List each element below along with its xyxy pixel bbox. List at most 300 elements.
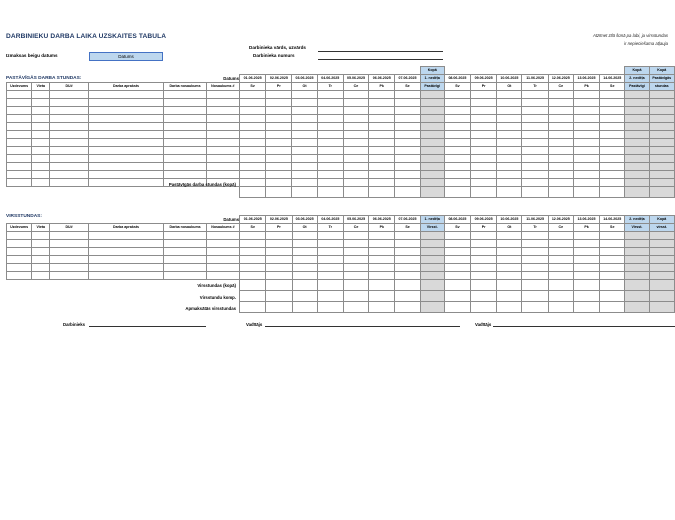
total-cell[interactable] xyxy=(266,302,292,313)
entry-cell[interactable] xyxy=(206,232,239,240)
entry-cell[interactable] xyxy=(50,179,88,187)
total-cell[interactable] xyxy=(266,291,292,302)
entry-cell[interactable] xyxy=(395,264,420,272)
entry-cell[interactable] xyxy=(7,256,32,264)
total-cell[interactable] xyxy=(266,280,292,291)
entry-cell[interactable] xyxy=(7,163,32,171)
total-cell[interactable] xyxy=(395,291,420,302)
entry-cell[interactable] xyxy=(625,115,649,123)
entry-cell[interactable] xyxy=(573,147,599,155)
total-cell[interactable] xyxy=(600,302,625,313)
entry-cell[interactable] xyxy=(343,163,368,171)
entry-cell[interactable] xyxy=(573,272,599,280)
entry-cell[interactable] xyxy=(369,155,395,163)
total-cell[interactable] xyxy=(240,280,266,291)
entry-cell[interactable] xyxy=(369,123,395,131)
entry-cell[interactable] xyxy=(625,179,649,187)
entry-cell[interactable] xyxy=(50,147,88,155)
entry-cell[interactable] xyxy=(395,256,420,264)
entry-cell[interactable] xyxy=(649,179,674,187)
entry-cell[interactable] xyxy=(444,179,470,187)
entry-cell[interactable] xyxy=(240,248,266,256)
total-cell[interactable] xyxy=(317,187,343,198)
entry-cell[interactable] xyxy=(369,256,395,264)
entry-cell[interactable] xyxy=(573,131,599,139)
entry-cell[interactable] xyxy=(497,163,522,171)
entry-cell[interactable] xyxy=(369,272,395,280)
entry-cell[interactable] xyxy=(32,179,50,187)
total-cell[interactable] xyxy=(444,302,470,313)
entry-cell[interactable] xyxy=(240,147,266,155)
entry-cell[interactable] xyxy=(649,99,674,107)
entry-cell[interactable] xyxy=(317,179,343,187)
entry-cell[interactable] xyxy=(395,139,420,147)
entry-cell[interactable] xyxy=(206,264,239,272)
entry-cell[interactable] xyxy=(50,155,88,163)
entry-cell[interactable] xyxy=(164,171,206,179)
entry-cell[interactable] xyxy=(369,264,395,272)
entry-cell[interactable] xyxy=(292,232,317,240)
entry-cell[interactable] xyxy=(240,123,266,131)
entry-cell[interactable] xyxy=(7,99,32,107)
entry-cell[interactable] xyxy=(625,248,649,256)
entry-cell[interactable] xyxy=(625,264,649,272)
entry-cell[interactable] xyxy=(548,131,573,139)
entry-cell[interactable] xyxy=(420,139,444,147)
total-cell[interactable] xyxy=(573,187,599,198)
entry-cell[interactable] xyxy=(600,171,625,179)
entry-cell[interactable] xyxy=(444,131,470,139)
entry-cell[interactable] xyxy=(343,171,368,179)
entry-cell[interactable] xyxy=(88,131,164,139)
entry-cell[interactable] xyxy=(625,131,649,139)
entry-cell[interactable] xyxy=(625,256,649,264)
entry-cell[interactable] xyxy=(50,256,88,264)
entry-cell[interactable] xyxy=(32,232,50,240)
entry-cell[interactable] xyxy=(206,131,239,139)
entry-cell[interactable] xyxy=(343,99,368,107)
entry-cell[interactable] xyxy=(32,163,50,171)
entry-cell[interactable] xyxy=(573,163,599,171)
entry-cell[interactable] xyxy=(395,115,420,123)
entry-cell[interactable] xyxy=(32,115,50,123)
entry-cell[interactable] xyxy=(50,272,88,280)
total-cell[interactable] xyxy=(317,280,343,291)
entry-cell[interactable] xyxy=(497,123,522,131)
signature-manager-1-line[interactable] xyxy=(265,322,460,327)
entry-cell[interactable] xyxy=(32,272,50,280)
total-cell[interactable] xyxy=(600,280,625,291)
total-cell[interactable] xyxy=(548,291,573,302)
entry-cell[interactable] xyxy=(471,91,497,99)
entry-cell[interactable] xyxy=(649,155,674,163)
entry-cell[interactable] xyxy=(292,272,317,280)
entry-cell[interactable] xyxy=(649,272,674,280)
entry-cell[interactable] xyxy=(497,91,522,99)
entry-cell[interactable] xyxy=(471,123,497,131)
total-cell[interactable] xyxy=(444,280,470,291)
entry-cell[interactable] xyxy=(497,99,522,107)
total-cell[interactable] xyxy=(497,302,522,313)
entry-cell[interactable] xyxy=(50,232,88,240)
entry-cell[interactable] xyxy=(343,264,368,272)
entry-cell[interactable] xyxy=(206,155,239,163)
entry-cell[interactable] xyxy=(164,163,206,171)
entry-cell[interactable] xyxy=(548,155,573,163)
entry-cell[interactable] xyxy=(522,147,548,155)
entry-cell[interactable] xyxy=(420,123,444,131)
entry-cell[interactable] xyxy=(164,248,206,256)
entry-cell[interactable] xyxy=(7,131,32,139)
entry-cell[interactable] xyxy=(317,163,343,171)
entry-cell[interactable] xyxy=(625,272,649,280)
entry-cell[interactable] xyxy=(522,139,548,147)
entry-cell[interactable] xyxy=(266,155,292,163)
entry-cell[interactable] xyxy=(164,115,206,123)
entry-cell[interactable] xyxy=(444,147,470,155)
entry-cell[interactable] xyxy=(7,248,32,256)
entry-cell[interactable] xyxy=(548,91,573,99)
entry-cell[interactable] xyxy=(625,240,649,248)
entry-cell[interactable] xyxy=(497,155,522,163)
entry-cell[interactable] xyxy=(164,155,206,163)
entry-cell[interactable] xyxy=(240,179,266,187)
entry-cell[interactable] xyxy=(266,147,292,155)
total-cell[interactable] xyxy=(573,280,599,291)
entry-cell[interactable] xyxy=(88,107,164,115)
entry-cell[interactable] xyxy=(292,147,317,155)
entry-cell[interactable] xyxy=(50,99,88,107)
entry-cell[interactable] xyxy=(7,232,32,240)
entry-cell[interactable] xyxy=(88,256,164,264)
entry-cell[interactable] xyxy=(625,99,649,107)
total-cell[interactable] xyxy=(266,187,292,198)
entry-cell[interactable] xyxy=(343,123,368,131)
entry-cell[interactable] xyxy=(497,272,522,280)
entry-cell[interactable] xyxy=(206,147,239,155)
entry-cell[interactable] xyxy=(471,171,497,179)
entry-cell[interactable] xyxy=(471,240,497,248)
entry-cell[interactable] xyxy=(573,248,599,256)
entry-cell[interactable] xyxy=(600,115,625,123)
entry-cell[interactable] xyxy=(50,107,88,115)
entry-cell[interactable] xyxy=(7,179,32,187)
entry-cell[interactable] xyxy=(32,248,50,256)
employee-name-field[interactable] xyxy=(318,45,443,52)
entry-cell[interactable] xyxy=(266,139,292,147)
total-cell[interactable] xyxy=(625,302,649,313)
entry-cell[interactable] xyxy=(497,147,522,155)
entry-cell[interactable] xyxy=(548,264,573,272)
entry-cell[interactable] xyxy=(600,264,625,272)
total-cell[interactable] xyxy=(625,291,649,302)
total-cell[interactable] xyxy=(600,187,625,198)
entry-cell[interactable] xyxy=(88,240,164,248)
entry-cell[interactable] xyxy=(649,163,674,171)
entry-cell[interactable] xyxy=(343,155,368,163)
entry-cell[interactable] xyxy=(292,139,317,147)
total-cell[interactable] xyxy=(317,291,343,302)
entry-cell[interactable] xyxy=(369,107,395,115)
entry-cell[interactable] xyxy=(548,139,573,147)
entry-cell[interactable] xyxy=(395,232,420,240)
entry-cell[interactable] xyxy=(444,272,470,280)
entry-cell[interactable] xyxy=(471,131,497,139)
total-cell[interactable] xyxy=(240,302,266,313)
entry-cell[interactable] xyxy=(50,163,88,171)
entry-cell[interactable] xyxy=(497,139,522,147)
entry-cell[interactable] xyxy=(573,171,599,179)
entry-cell[interactable] xyxy=(444,115,470,123)
entry-cell[interactable] xyxy=(444,256,470,264)
entry-cell[interactable] xyxy=(206,171,239,179)
entry-cell[interactable] xyxy=(573,179,599,187)
entry-cell[interactable] xyxy=(317,240,343,248)
entry-cell[interactable] xyxy=(88,155,164,163)
entry-cell[interactable] xyxy=(548,240,573,248)
entry-cell[interactable] xyxy=(471,147,497,155)
entry-cell[interactable] xyxy=(317,155,343,163)
entry-cell[interactable] xyxy=(292,248,317,256)
entry-cell[interactable] xyxy=(420,272,444,280)
entry-cell[interactable] xyxy=(343,91,368,99)
entry-cell[interactable] xyxy=(649,115,674,123)
total-cell[interactable] xyxy=(649,187,674,198)
entry-cell[interactable] xyxy=(266,115,292,123)
entry-cell[interactable] xyxy=(88,171,164,179)
entry-cell[interactable] xyxy=(88,139,164,147)
entry-cell[interactable] xyxy=(32,99,50,107)
entry-cell[interactable] xyxy=(7,139,32,147)
signature-employee-line[interactable] xyxy=(89,322,206,327)
entry-cell[interactable] xyxy=(497,256,522,264)
entry-cell[interactable] xyxy=(7,147,32,155)
entry-cell[interactable] xyxy=(600,256,625,264)
entry-cell[interactable] xyxy=(395,91,420,99)
entry-cell[interactable] xyxy=(343,147,368,155)
total-cell[interactable] xyxy=(649,291,674,302)
entry-cell[interactable] xyxy=(420,91,444,99)
entry-cell[interactable] xyxy=(395,171,420,179)
total-cell[interactable] xyxy=(522,291,548,302)
entry-cell[interactable] xyxy=(420,131,444,139)
entry-cell[interactable] xyxy=(625,163,649,171)
entry-cell[interactable] xyxy=(497,240,522,248)
entry-cell[interactable] xyxy=(317,99,343,107)
total-cell[interactable] xyxy=(522,280,548,291)
entry-cell[interactable] xyxy=(625,91,649,99)
entry-cell[interactable] xyxy=(206,248,239,256)
entry-cell[interactable] xyxy=(522,248,548,256)
entry-cell[interactable] xyxy=(497,179,522,187)
entry-cell[interactable] xyxy=(522,91,548,99)
entry-cell[interactable] xyxy=(88,123,164,131)
entry-cell[interactable] xyxy=(50,139,88,147)
entry-cell[interactable] xyxy=(548,107,573,115)
entry-cell[interactable] xyxy=(292,163,317,171)
entry-cell[interactable] xyxy=(292,264,317,272)
entry-cell[interactable] xyxy=(471,115,497,123)
entry-cell[interactable] xyxy=(240,131,266,139)
entry-cell[interactable] xyxy=(497,171,522,179)
entry-cell[interactable] xyxy=(444,171,470,179)
entry-cell[interactable] xyxy=(420,107,444,115)
total-cell[interactable] xyxy=(395,187,420,198)
entry-cell[interactable] xyxy=(522,272,548,280)
entry-cell[interactable] xyxy=(266,264,292,272)
entry-cell[interactable] xyxy=(164,272,206,280)
entry-cell[interactable] xyxy=(317,91,343,99)
entry-cell[interactable] xyxy=(600,123,625,131)
entry-cell[interactable] xyxy=(522,107,548,115)
entry-cell[interactable] xyxy=(7,240,32,248)
entry-cell[interactable] xyxy=(164,232,206,240)
total-cell[interactable] xyxy=(548,302,573,313)
total-cell[interactable] xyxy=(420,280,444,291)
entry-cell[interactable] xyxy=(88,163,164,171)
entry-cell[interactable] xyxy=(573,123,599,131)
entry-cell[interactable] xyxy=(471,99,497,107)
entry-cell[interactable] xyxy=(292,91,317,99)
entry-cell[interactable] xyxy=(522,256,548,264)
entry-cell[interactable] xyxy=(573,240,599,248)
entry-cell[interactable] xyxy=(573,115,599,123)
entry-cell[interactable] xyxy=(240,256,266,264)
entry-cell[interactable] xyxy=(7,91,32,99)
entry-cell[interactable] xyxy=(649,171,674,179)
entry-cell[interactable] xyxy=(240,107,266,115)
entry-cell[interactable] xyxy=(444,155,470,163)
entry-cell[interactable] xyxy=(292,256,317,264)
entry-cell[interactable] xyxy=(649,240,674,248)
entry-cell[interactable] xyxy=(317,115,343,123)
total-cell[interactable] xyxy=(649,280,674,291)
entry-cell[interactable] xyxy=(164,139,206,147)
entry-cell[interactable] xyxy=(497,115,522,123)
entry-cell[interactable] xyxy=(444,240,470,248)
entry-cell[interactable] xyxy=(395,131,420,139)
entry-cell[interactable] xyxy=(395,123,420,131)
entry-cell[interactable] xyxy=(266,179,292,187)
entry-cell[interactable] xyxy=(600,107,625,115)
entry-cell[interactable] xyxy=(32,107,50,115)
entry-cell[interactable] xyxy=(625,147,649,155)
entry-cell[interactable] xyxy=(343,179,368,187)
entry-cell[interactable] xyxy=(206,115,239,123)
entry-cell[interactable] xyxy=(343,115,368,123)
total-cell[interactable] xyxy=(444,187,470,198)
entry-cell[interactable] xyxy=(395,155,420,163)
entry-cell[interactable] xyxy=(206,139,239,147)
total-cell[interactable] xyxy=(369,302,395,313)
entry-cell[interactable] xyxy=(7,155,32,163)
entry-cell[interactable] xyxy=(50,240,88,248)
entry-cell[interactable] xyxy=(573,264,599,272)
entry-cell[interactable] xyxy=(573,256,599,264)
entry-cell[interactable] xyxy=(420,256,444,264)
entry-cell[interactable] xyxy=(240,264,266,272)
entry-cell[interactable] xyxy=(206,99,239,107)
total-cell[interactable] xyxy=(471,302,497,313)
entry-cell[interactable] xyxy=(50,264,88,272)
entry-cell[interactable] xyxy=(164,131,206,139)
entry-cell[interactable] xyxy=(420,163,444,171)
entry-cell[interactable] xyxy=(266,107,292,115)
entry-cell[interactable] xyxy=(444,139,470,147)
entry-cell[interactable] xyxy=(600,232,625,240)
entry-cell[interactable] xyxy=(164,123,206,131)
entry-cell[interactable] xyxy=(240,272,266,280)
total-cell[interactable] xyxy=(292,187,317,198)
entry-cell[interactable] xyxy=(649,107,674,115)
entry-cell[interactable] xyxy=(292,107,317,115)
entry-cell[interactable] xyxy=(420,232,444,240)
entry-cell[interactable] xyxy=(444,232,470,240)
entry-cell[interactable] xyxy=(266,171,292,179)
entry-cell[interactable] xyxy=(369,163,395,171)
entry-cell[interactable] xyxy=(292,123,317,131)
total-cell[interactable] xyxy=(395,280,420,291)
entry-cell[interactable] xyxy=(522,264,548,272)
entry-cell[interactable] xyxy=(32,131,50,139)
total-cell[interactable] xyxy=(573,291,599,302)
entry-cell[interactable] xyxy=(50,91,88,99)
entry-cell[interactable] xyxy=(317,272,343,280)
entry-cell[interactable] xyxy=(600,240,625,248)
entry-cell[interactable] xyxy=(292,115,317,123)
entry-cell[interactable] xyxy=(292,179,317,187)
entry-cell[interactable] xyxy=(50,123,88,131)
entry-cell[interactable] xyxy=(206,123,239,131)
entry-cell[interactable] xyxy=(471,264,497,272)
employee-number-field[interactable] xyxy=(318,53,443,60)
entry-cell[interactable] xyxy=(240,232,266,240)
entry-cell[interactable] xyxy=(317,256,343,264)
entry-cell[interactable] xyxy=(88,264,164,272)
entry-cell[interactable] xyxy=(444,163,470,171)
entry-cell[interactable] xyxy=(369,232,395,240)
entry-cell[interactable] xyxy=(164,99,206,107)
total-cell[interactable] xyxy=(292,280,317,291)
entry-cell[interactable] xyxy=(649,123,674,131)
total-cell[interactable] xyxy=(471,291,497,302)
total-cell[interactable] xyxy=(649,302,674,313)
entry-cell[interactable] xyxy=(471,107,497,115)
total-cell[interactable] xyxy=(369,291,395,302)
entry-cell[interactable] xyxy=(573,139,599,147)
entry-cell[interactable] xyxy=(395,163,420,171)
entry-cell[interactable] xyxy=(7,115,32,123)
entry-cell[interactable] xyxy=(625,139,649,147)
total-cell[interactable] xyxy=(548,280,573,291)
total-cell[interactable] xyxy=(497,291,522,302)
entry-cell[interactable] xyxy=(600,248,625,256)
entry-cell[interactable] xyxy=(573,99,599,107)
total-cell[interactable] xyxy=(625,280,649,291)
entry-cell[interactable] xyxy=(522,179,548,187)
entry-cell[interactable] xyxy=(317,131,343,139)
entry-cell[interactable] xyxy=(266,99,292,107)
entry-cell[interactable] xyxy=(32,147,50,155)
entry-cell[interactable] xyxy=(497,107,522,115)
entry-cell[interactable] xyxy=(522,163,548,171)
entry-cell[interactable] xyxy=(7,272,32,280)
entry-cell[interactable] xyxy=(420,147,444,155)
total-cell[interactable] xyxy=(292,302,317,313)
entry-cell[interactable] xyxy=(32,139,50,147)
entry-cell[interactable] xyxy=(395,147,420,155)
entry-cell[interactable] xyxy=(317,123,343,131)
